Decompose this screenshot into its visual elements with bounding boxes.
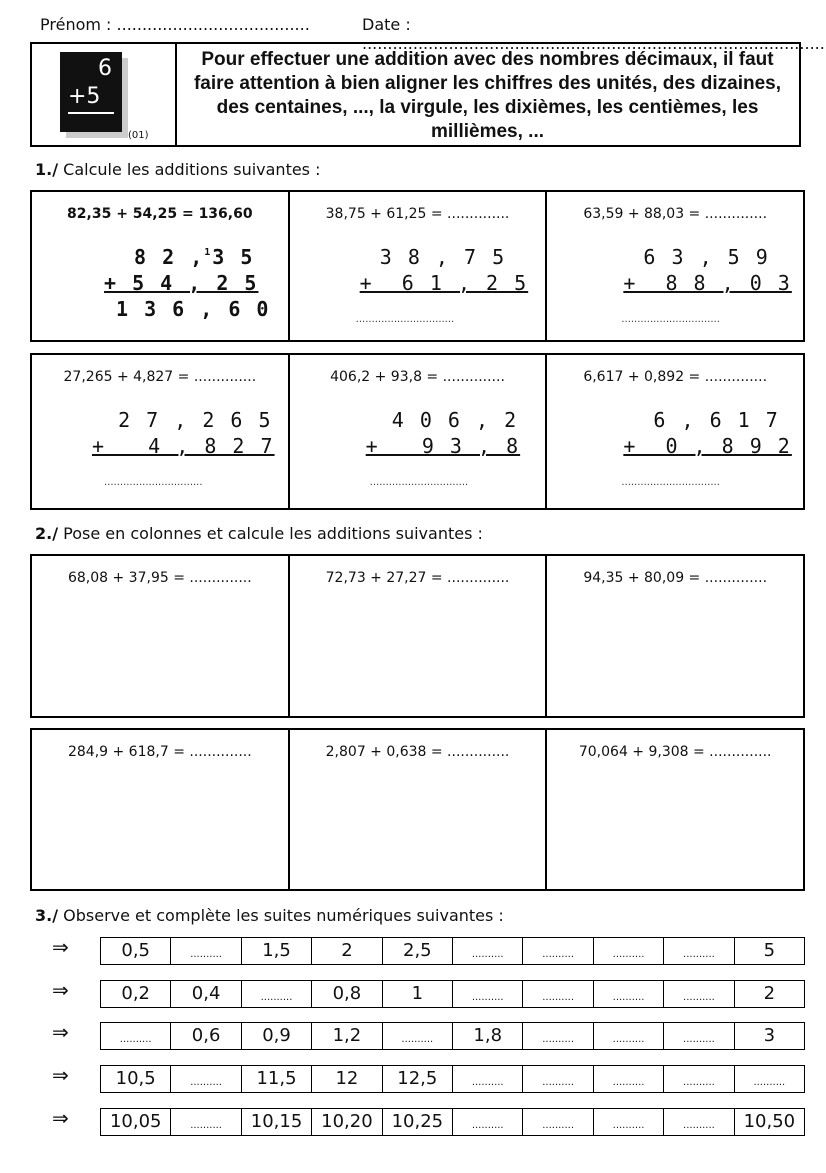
sequence-cell: 10,5 (101, 1066, 171, 1092)
rule-text: Pour effectuer une addition avec des nombres décimaux, il faut faire attention à bien aligner les chiffres des unités, des dizaines, des centaines, ..., la virgule, les dixièmes, les centièmes, les millièmes, ... (193, 49, 782, 142)
sequence-cell: 0,8 (312, 981, 382, 1007)
equation: 63,59 + 88,03 = .............. (583, 206, 768, 222)
operand-2: + 6 1 , 2 5 (359, 271, 529, 295)
sequence-cell: 0,4 (171, 981, 241, 1007)
exercise-cell (32, 355, 290, 508)
prenom-dots: ...................................... (116, 15, 310, 34)
sequence-cell: 2 (763, 983, 776, 1004)
operand-2: + 5 4 , 2 5 (104, 271, 259, 295)
sequence-blank-cell: .......... (594, 1066, 664, 1092)
sequence-row (100, 937, 805, 965)
sequence-blank-cell: .......... (453, 981, 523, 1007)
sequence-cell: 10,25 (383, 1109, 453, 1135)
sequence-cell: 2 (312, 938, 382, 964)
operand-1: 6 3 , 5 9 (615, 245, 770, 269)
sequence-blank-cell: .......... (594, 938, 664, 964)
sequence-blank-cell: .......... (453, 1066, 523, 1092)
exercise-cell (290, 355, 548, 508)
sequence-blank-cell: .......... (753, 1077, 786, 1088)
sequence-cell: 12 (312, 1066, 382, 1092)
sequence-cell: 11,5 (242, 1066, 312, 1092)
arrow-icon: ⇒ (52, 935, 69, 959)
result-blank: ............................... (621, 477, 720, 488)
sequence-blank-cell: .......... (664, 1066, 734, 1092)
sequence-blank-cell: .......... (664, 1023, 734, 1049)
sequence-blank-cell: .......... (523, 938, 593, 964)
sequence-blank-cell: .......... (383, 1023, 453, 1049)
card-code: (01) (128, 130, 149, 141)
result-blank: ............................... (369, 477, 469, 488)
sequence-blank-cell: .......... (523, 981, 593, 1007)
section-3-heading (35, 906, 504, 925)
card-bottom-number: +5 (68, 84, 101, 109)
arrow-icon: ⇒ (52, 1020, 69, 1044)
section-2-title: Pose en colonnes et calcule les additions suivantes : (58, 524, 483, 543)
operand-2: + 0 , 8 9 2 (623, 434, 792, 458)
operand-1: 3 8 , 7 5 (351, 245, 507, 269)
prenom-label: Prénom : (40, 15, 112, 34)
section-2-heading (35, 524, 483, 543)
sequence-blank-cell: .......... (523, 1023, 593, 1049)
sequence-cell: 5 (763, 940, 776, 961)
sequence-blank-cell: .......... (523, 1066, 593, 1092)
date-dots: ........................................................................................... (362, 34, 825, 53)
sequence-cell: 0,6 (171, 1023, 241, 1049)
rule-divider (175, 44, 177, 145)
equation: 94,35 + 80,09 = .............. (583, 570, 768, 586)
result-blank: ............................... (621, 314, 720, 325)
sequence-row (100, 1065, 805, 1093)
section-1-number: 1./ (35, 160, 59, 179)
sequence-cell: 2,5 (383, 938, 453, 964)
rule-box (30, 42, 801, 147)
operand-1-int: 8 2 , (120, 245, 205, 269)
equation: 72,73 + 27,27 = .............. (325, 570, 510, 586)
equation: 27,265 + 4,827 = .............. (63, 369, 257, 385)
sequence-blank-cell: .......... (171, 1109, 241, 1135)
result-blank: ............................... (355, 314, 455, 325)
sequence-blank-cell: .......... (171, 938, 241, 964)
operand-2: + 9 3 , 8 (365, 434, 521, 458)
sequence-blank-cell: .......... (594, 1023, 664, 1049)
operand-2: + 8 8 , 0 3 (623, 271, 792, 295)
exercise-cell (547, 556, 803, 716)
sequence-blank-cell: .......... (523, 1109, 593, 1135)
sequence-blank-cell: .......... (453, 938, 523, 964)
operand-1: 4 0 6 , 2 (363, 408, 519, 432)
sequence-row (100, 1108, 805, 1136)
operand-1 (120, 244, 254, 270)
exercise-cell (547, 730, 803, 889)
result: 1 3 6 , 6 0 (116, 297, 271, 321)
exercise-cell (547, 192, 803, 340)
sequence-row (100, 980, 805, 1008)
equation: 70,064 + 9,308 = .............. (578, 744, 772, 760)
section-2-number: 2./ (35, 524, 59, 543)
arrow-icon: ⇒ (52, 1106, 69, 1130)
sequence-blank-cell: .......... (664, 981, 734, 1007)
sequence-cell: 10,20 (312, 1109, 382, 1135)
sequence-cell: 10,15 (242, 1109, 312, 1135)
carry-digit: 1 (204, 247, 213, 258)
exercise-cell (32, 556, 290, 716)
section-3-title: Observe et complète les suites numériques suivantes : (58, 906, 504, 925)
sequence-cell: 1,2 (312, 1023, 382, 1049)
sequence-blank-cell: .......... (664, 1109, 734, 1135)
exercise-cell (290, 730, 548, 889)
operand-2: + 4 , 8 2 7 (92, 434, 275, 458)
sequence-blank-cell: .......... (594, 1109, 664, 1135)
exercise-cell (290, 192, 548, 340)
arrow-icon: ⇒ (52, 1063, 69, 1087)
sequence-blank-cell: .......... (664, 938, 734, 964)
exercise-cell (547, 355, 803, 508)
sequence-cell: 0,5 (101, 938, 171, 964)
sequence-blank-cell: .......... (171, 1066, 241, 1092)
prenom-field (40, 15, 310, 34)
addition-card-icon (60, 52, 122, 132)
exercise-grid-2 (30, 353, 805, 510)
equation: 82,35 + 54,25 = 136,60 (67, 206, 253, 222)
equation: 68,08 + 37,95 = .............. (67, 570, 252, 586)
equation: 38,75 + 61,25 = .............. (325, 206, 510, 222)
sequence-cell: 0,9 (242, 1023, 312, 1049)
result-blank: ............................... (104, 477, 203, 488)
exercise-grid-4 (30, 728, 805, 891)
section-1-title: Calcule les additions suivantes : (58, 160, 321, 179)
arrow-icon: ⇒ (52, 978, 69, 1002)
sequence-cell: 0,2 (101, 981, 171, 1007)
sequence-blank-cell: .......... (242, 981, 312, 1007)
sequence-blank-cell: .......... (594, 981, 664, 1007)
sequence-cell: 1,5 (242, 938, 312, 964)
sequence-cell: 10,50 (743, 1111, 796, 1132)
equation: 406,2 + 93,8 = .............. (330, 369, 505, 385)
card-top-number: 6 (98, 56, 112, 81)
section-3-number: 3./ (35, 906, 59, 925)
operand-1: 2 7 , 2 6 5 (90, 408, 273, 432)
sequence-blank-cell: .......... (101, 1023, 171, 1049)
sequence-row (100, 1022, 805, 1050)
sequence-cell: 3 (763, 1025, 776, 1046)
exercise-cell (32, 730, 290, 889)
sequence-cell: 12,5 (383, 1066, 453, 1092)
exercise-cell (32, 192, 290, 340)
card-line (68, 112, 114, 114)
sequence-cell: 10,05 (101, 1109, 171, 1135)
exercise-grid-1 (30, 190, 805, 342)
exercise-grid-3 (30, 554, 805, 718)
date-label: Date : (362, 15, 411, 34)
operand-1: 6 , 6 1 7 (625, 408, 780, 432)
operand-1-dec: 3 5 (212, 245, 255, 269)
section-1-heading (35, 160, 321, 179)
equation: 284,9 + 618,7 = .............. (67, 744, 252, 760)
sequence-cell: 1 (383, 981, 453, 1007)
exercise-cell (290, 556, 548, 716)
sequence-cell: 1,8 (453, 1023, 523, 1049)
sequence-blank-cell: .......... (453, 1109, 523, 1135)
equation: 6,617 + 0,892 = .............. (583, 369, 768, 385)
equation: 2,807 + 0,638 = .............. (325, 744, 510, 760)
